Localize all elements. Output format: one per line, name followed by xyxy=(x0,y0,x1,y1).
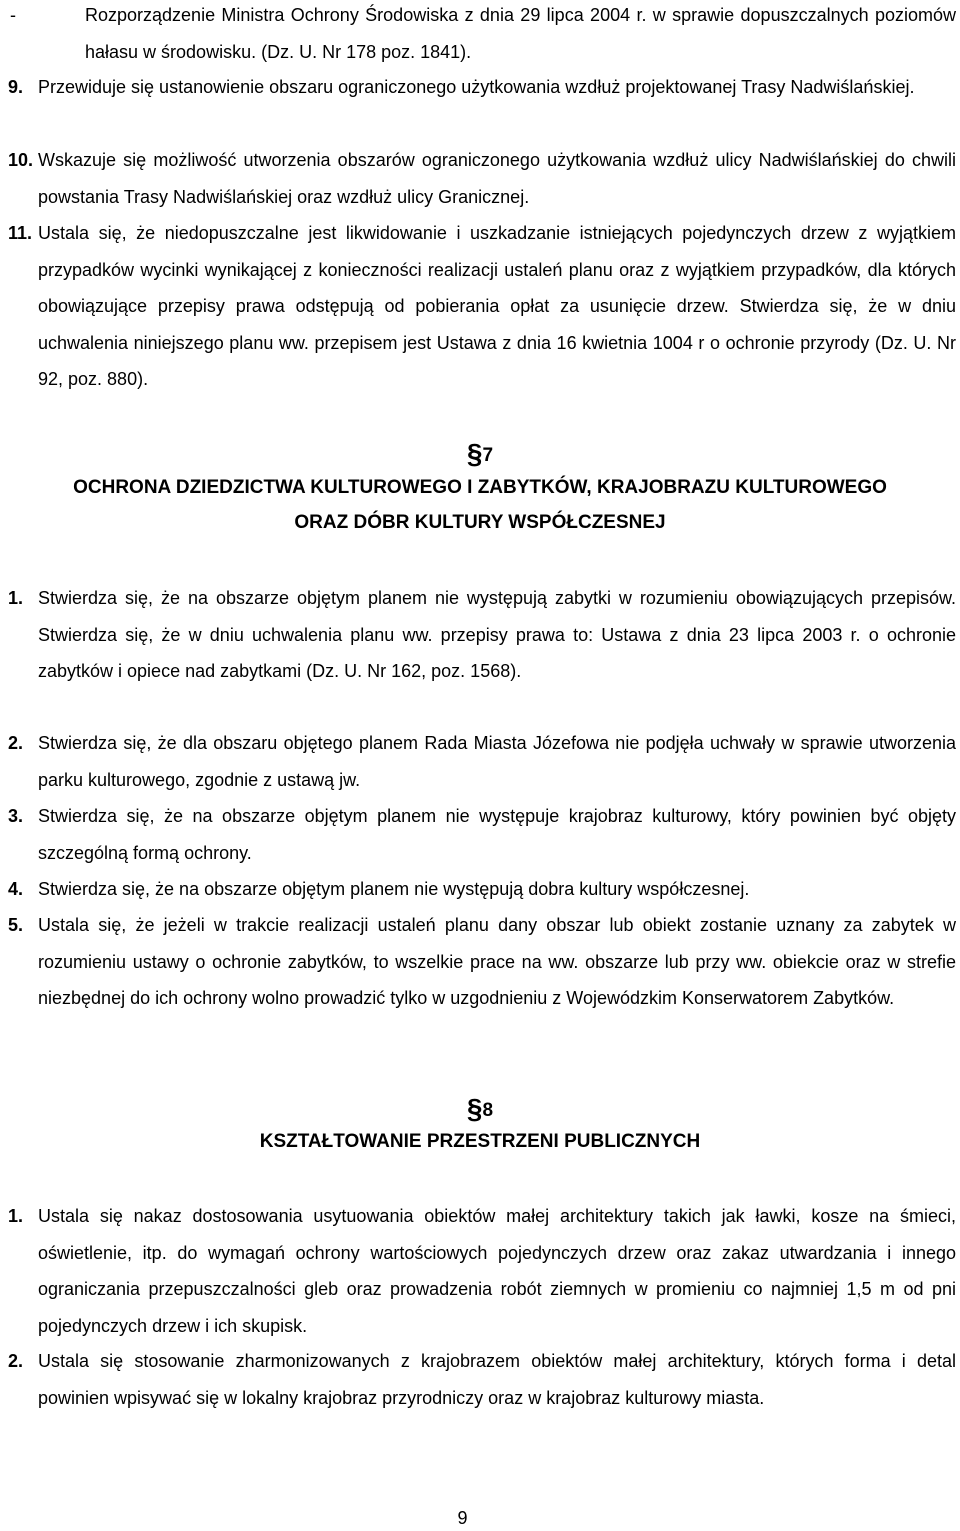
item-number: 2. xyxy=(8,733,24,753)
item-number: 1. xyxy=(8,1206,24,1226)
item-number: 4. xyxy=(8,879,24,899)
item-text: Przewiduje się ustanowienie obszaru ograniczonego użytkowania wzdłuż projektowanej Trasy Nadwiślańskiej. xyxy=(38,77,915,97)
item-number: 1. xyxy=(8,588,24,608)
item-text: Stwierdza się, że dla obszaru objętego planem Rada Miasta Józefowa nie podjęła uchwały w sprawie utworzenia parku kulturowego, zgodnie z ustawą jw. xyxy=(38,733,956,790)
item-number: 9. xyxy=(8,77,24,97)
item-text: Stwierdza się, że na obszarze objętym planem nie występują dobra kultury współczesnej. xyxy=(38,879,750,899)
item-text: Stwierdza się, że na obszarze objętym planem nie występuje krajobraz kulturowy, który powinien być objęty szczególną formą ochrony. xyxy=(38,806,956,863)
item-text: Ustala się, że niedopuszczalne jest likwidowanie i uszkadzanie istniejących pojedynczych drzew z wyjątkiem przypadków wycinki wynikającej z konieczności realizacji ustaleń planu oraz z wyjątkiem przypadków, dla których obowiązujące przepisy prawa odstępują od pobierania opłat za usunięcie drzew. Stwierdza się, że w dniu uchwalenia niniejszego planu ww. przepisem jest Ustawa z dnia 16 kwietnia 1004 r o ochronie przyrody (Dz. U. Nr 92, poz. 880). xyxy=(38,223,956,389)
item-number: 5. xyxy=(8,915,24,935)
item-text: Wskazuje się możliwość utworzenia obszarów ograniczonego użytkowania wzdłuż ulicy Nadwiślańskiej do chwili powstania Trasy Nadwiślańskiej oraz wzdłuż ulicy Granicznej. xyxy=(38,150,956,207)
item-number: 10. xyxy=(8,150,34,170)
page-number: 9 xyxy=(457,1508,468,1528)
item-text: Stwierdza się, że na obszarze objętym planem nie występują zabytki w rozumieniu obowiązujących przepisów. Stwierdza się, że w dniu uchwalenia planu ww. przepisy prawa to: Ustawa z dnia 23 lipca 2003 r. o ochronie zabytków i opiece nad zabytkami (Dz. U. Nr 162, poz. 1568). xyxy=(38,588,956,681)
section-8-number xyxy=(0,1093,960,1125)
section-8-title: KSZTAŁTOWANIE PRZESTRZENI PUBLICZNYCH xyxy=(259,1131,701,1152)
list-dash: - xyxy=(10,5,16,25)
section-7-number xyxy=(0,438,960,470)
item-number: 11. xyxy=(8,223,33,243)
item-number: 2. xyxy=(8,1351,24,1371)
item-text: Ustala się nakaz dostosowania usytuowania obiektów małej architektury takich jak ławki, kosze na śmieci, oświetlenie, itp. do wymagań ochrony wartościowych pojedynczych drzew oraz zakaz utwardzania i innego ograniczania przepuszczalności gleb oraz prowadzenia robót ziemnych w promieniu co najmniej 1,5 m od pni pojedynczych drzew i ich skupisk. xyxy=(38,1206,956,1336)
paragraph-sign: § xyxy=(466,438,483,469)
regulation-text: Rozporządzenie Ministra Ochrony Środowiska z dnia 29 lipca 2004 r. w sprawie dopuszczalnych poziomów hałasu w środowisku. (Dz. U. Nr 178 poz. 1841). xyxy=(85,5,956,62)
item-text: Ustala się stosowanie zharmonizowanych z krajobrazem obiektów małej architektury, których forma i detal powinien wpisywać się w lokalny krajobraz przyrodniczy oraz w krajobraz kulturowy miasta. xyxy=(38,1351,956,1408)
item-text: Ustala się, że jeżeli w trakcie realizacji ustaleń planu dany obszar lub obiekt zostanie uznany za zabytek w rozumieniu ustawy o ochronie zabytków, to wszelkie prace na ww. obszarze lub przy ww. obiekcie oraz w strefie niezbędnej do ich ochrony wolno prowadzić tylko w uzgodnieniu z Wojewódzkim Konserwatorem Zabytków. xyxy=(38,915,956,1008)
section-number: 7 xyxy=(482,445,494,466)
section-7-title-line1: OCHRONA DZIEDZICTWA KULTUROWEGO I ZABYTKÓW, KRAJOBRAZU KULTUROWEGO xyxy=(73,477,887,498)
paragraph-sign: § xyxy=(466,1093,483,1124)
section-number: 8 xyxy=(482,1100,494,1121)
item-number: 3. xyxy=(8,806,24,826)
section-7-title-line2: ORAZ DÓBR KULTURY WSPÓŁCZESNEJ xyxy=(294,512,666,533)
